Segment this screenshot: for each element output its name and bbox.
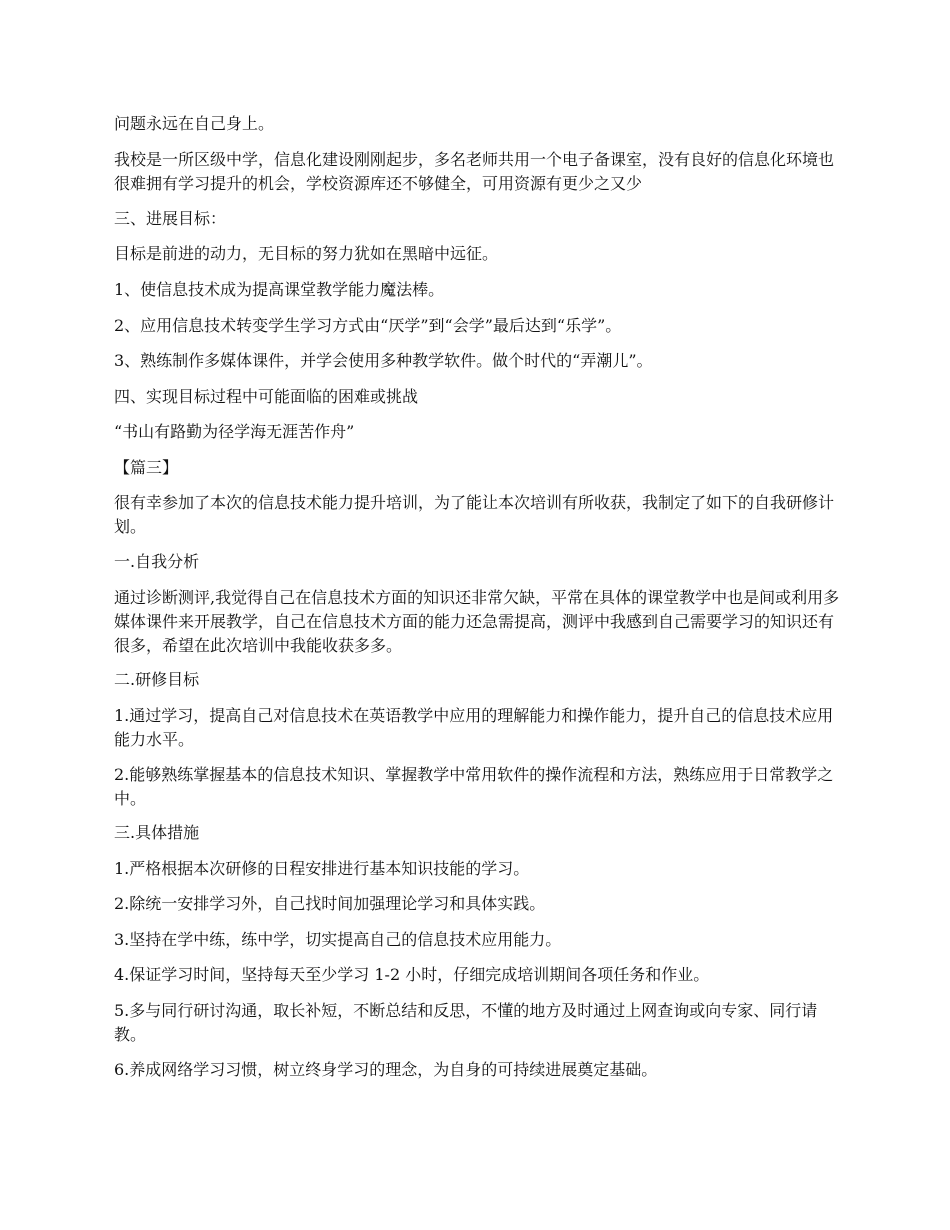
list-item: 4.保证学习时间，坚持每天至少学习 1-2 小时，仔细完成培训期间各项任务和作业。	[114, 965, 710, 984]
list-item: 1.严格根据本次研修的日程安排进行基本知识技能的学习。	[114, 859, 530, 878]
section-heading: 一.自我分析	[114, 552, 200, 571]
list-item: 6.养成网络学习习惯，树立终身学习的理念，为自身的可持续进展奠定基础。	[114, 1060, 658, 1079]
list-item: 3、熟练制作多媒体课件，并学会使用多种教学软件。做个时代的“弄潮儿”。	[114, 351, 653, 370]
section-heading: 三.具体措施	[114, 823, 200, 842]
paragraph: 目标是前进的动力，无目标的努力犹如在黑暗中远征。	[114, 244, 499, 263]
paragraph: 问题永远在自己身上。	[114, 114, 275, 133]
list-item: 3.坚持在学中练，练中学，切实提高自己的信息技术应用能力。	[114, 930, 562, 949]
list-item: 1、使信息技术成为提高课堂教学能力魔法棒。	[114, 280, 445, 299]
section-heading: 二.研修目标	[114, 670, 200, 689]
list-item: 2.除统一安排学习外，自己找时间加强理论学习和具体实践。	[114, 894, 546, 913]
paragraph: 我校是一所区级中学，信息化建设刚刚起步，多名老师共用一个电子备课室，没有良好的信息化环境也很难拥有学习提升的机会，学校资源库还不够健全，可用资源有更少之又少	[114, 150, 835, 193]
quote: “书山有路勤为径学海无涯苦作舟”	[114, 422, 355, 441]
list-item: 1.通过学习，提高自己对信息技术在英语教学中应用的理解能力和操作能力，提升自己的信息技术应用能力水平。	[114, 706, 834, 749]
section-heading: 四、实现目标过程中可能面临的困难或挑战	[114, 387, 419, 406]
section-heading: 三、进展目标：	[114, 209, 227, 228]
paragraph: 通过诊断测评,我觉得自己在信息技术方面的知识还非常欠缺，平常在具体的课堂教学中也是间或利用多媒体课件来开展教学，自己在信息技术方面的能力还急需提高，测评中我感到自己需要学习的知识还有很多，希望在此次培训中我能收获多多。	[114, 588, 840, 655]
part-heading: 【篇三】	[114, 458, 179, 477]
paragraph: 很有幸参加了本次的信息技术能力提升培训，为了能让本次培训有所收获，我制定了如下的自我研修计划。	[114, 493, 835, 536]
list-item: 2、应用信息技术转变学生学习方式由“厌学”到“会学”最后达到“乐学”。	[114, 316, 622, 335]
list-item: 5.多与同行研讨沟通，取长补短，不断总结和反思，不懂的地方及时通过上网查询或向专家、同行请教。	[114, 1001, 818, 1044]
list-item: 2.能够熟练掌握基本的信息技术知识、掌握教学中常用软件的操作流程和方法，熟练应用于日常教学之中。	[114, 765, 834, 808]
